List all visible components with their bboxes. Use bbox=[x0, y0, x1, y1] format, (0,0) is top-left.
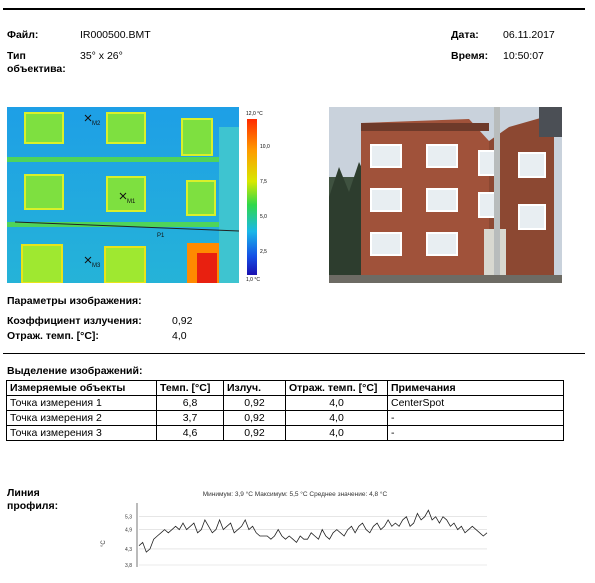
top-rule bbox=[3, 8, 585, 10]
file-label: Файл: bbox=[7, 29, 39, 41]
refl-temp-value: 4,0 bbox=[172, 330, 187, 342]
table-row bbox=[7, 426, 564, 441]
cell-temp: 4,6 bbox=[157, 426, 224, 441]
cell-object: Точка измерения 2 bbox=[7, 411, 157, 426]
selection-title: Выделение изображений: bbox=[7, 365, 143, 377]
profile-line-label: P1 bbox=[157, 233, 165, 239]
cell-notes: CenterSpot bbox=[388, 396, 564, 411]
chart-title: Минимум: 3,9 °C Максимум: 5,5 °C Среднее значение: 4,8 °C bbox=[202, 491, 388, 498]
y-tick-label: 3,8 bbox=[125, 563, 132, 569]
col-header: Отраж. темп. [°C] bbox=[286, 381, 388, 396]
table-row bbox=[7, 411, 564, 426]
lens-value: 35° x 26° bbox=[80, 50, 123, 62]
cell-emissivity: 0,92 bbox=[224, 396, 286, 411]
col-header: Темп. [°C] bbox=[157, 381, 224, 396]
refl-temp-label: Отраж. темп. [°C]: bbox=[7, 330, 99, 342]
profile-label-2: профиля: bbox=[7, 500, 59, 512]
scale-tick: 7,5 bbox=[260, 179, 267, 185]
col-header: Измеряемые объекты bbox=[7, 381, 157, 396]
section-rule bbox=[3, 353, 585, 354]
y-tick-label: 4,9 bbox=[125, 527, 132, 534]
date-value: 06.11.2017 bbox=[503, 29, 555, 41]
svg-text:M2: M2 bbox=[92, 121, 101, 127]
profile-label-1: Линия bbox=[7, 487, 40, 499]
cell-notes: - bbox=[388, 426, 564, 441]
cell-refl-temp: 4,0 bbox=[286, 396, 388, 411]
scale-tick: 5,0 bbox=[260, 214, 267, 220]
emissivity-label: Коэффициент излучения: bbox=[7, 315, 142, 327]
time-value: 10:50:07 bbox=[503, 50, 544, 62]
y-axis-label: °C bbox=[101, 540, 107, 547]
scale-tick: 2,5 bbox=[260, 249, 267, 255]
svg-text:M1: M1 bbox=[127, 199, 136, 205]
lens-label-1: Тип bbox=[7, 50, 26, 62]
cell-object: Точка измерения 3 bbox=[7, 426, 157, 441]
table-header-row bbox=[7, 381, 564, 396]
image-params-title: Параметры изображения: bbox=[7, 295, 142, 307]
scale-min-label: 1,0 °C bbox=[246, 277, 260, 283]
time-label: Время: bbox=[451, 50, 489, 62]
lens-label-2: объектива: bbox=[7, 63, 66, 75]
cell-refl-temp: 4,0 bbox=[286, 411, 388, 426]
col-header: Примечания bbox=[388, 381, 564, 396]
cell-temp: 3,7 bbox=[157, 411, 224, 426]
cell-emissivity: 0,92 bbox=[224, 426, 286, 441]
table-row bbox=[7, 396, 564, 411]
scale-tick: 10,0 bbox=[260, 144, 270, 150]
svg-text:M3: M3 bbox=[92, 263, 101, 269]
cell-object: Точка измерения 1 bbox=[7, 396, 157, 411]
date-label: Дата: bbox=[451, 29, 479, 41]
cell-emissivity: 0,92 bbox=[224, 411, 286, 426]
scale-max-label: 12,0 °C bbox=[246, 111, 263, 117]
emissivity-value: 0,92 bbox=[172, 315, 193, 327]
y-tick-label: 5,3 bbox=[125, 514, 132, 521]
cell-temp: 6,8 bbox=[157, 396, 224, 411]
col-header: Излуч. bbox=[224, 381, 286, 396]
measurement-table bbox=[6, 380, 564, 441]
cell-refl-temp: 4,0 bbox=[286, 426, 388, 441]
y-tick-label: 4,3 bbox=[125, 546, 132, 553]
file-value: IR000500.BMT bbox=[80, 29, 151, 41]
profile-chart bbox=[95, 485, 495, 577]
cell-notes: - bbox=[388, 411, 564, 426]
thermal-image bbox=[7, 107, 270, 283]
visual-photo bbox=[329, 107, 562, 283]
